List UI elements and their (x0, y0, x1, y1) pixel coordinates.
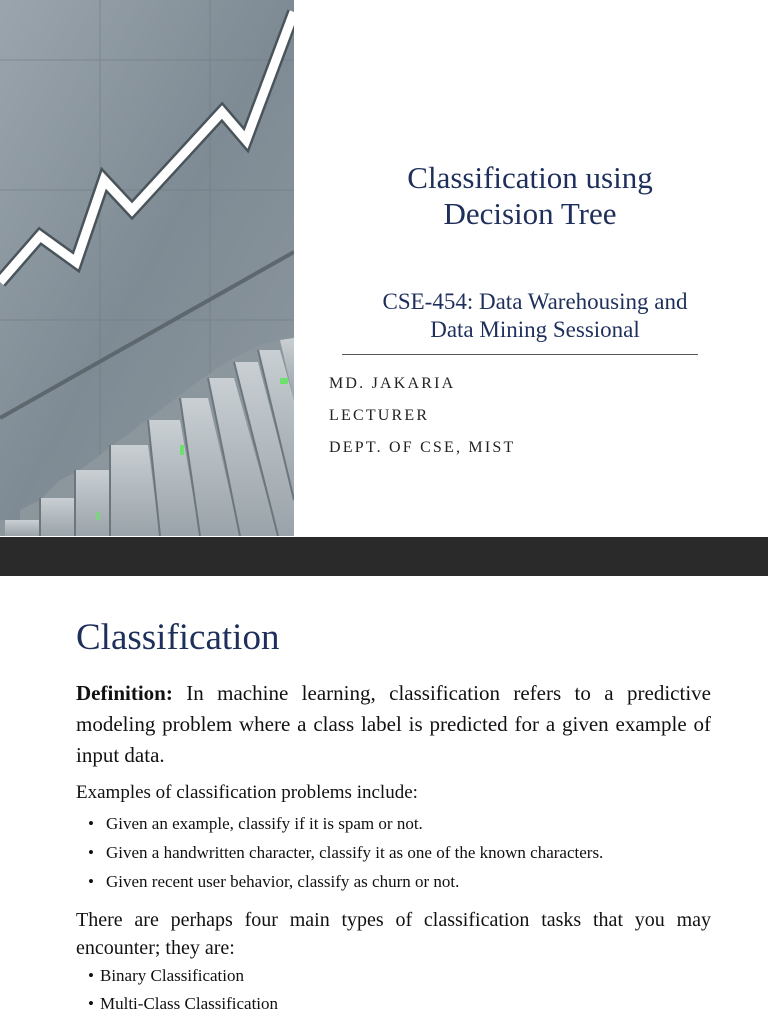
stairs-and-rising-arrow-photo (0, 0, 294, 536)
title-line-1: Classification using (407, 160, 653, 195)
definition-text: In machine learning, classification refers to a predictive modeling problem where a class label is predicted for a given example of input data. (76, 681, 711, 767)
course-subtitle (320, 288, 750, 344)
slide-separator-bar (0, 537, 768, 576)
definition-paragraph (76, 678, 711, 771)
types-list (88, 964, 278, 1020)
title-line-2: Decision Tree (443, 196, 617, 231)
divider-rule (342, 354, 698, 355)
definition-label: Definition: (76, 681, 173, 705)
list-item: • Multi-Class Classification (88, 992, 278, 1020)
subtitle-line-1: CSE-454: Data Warehousing and (382, 289, 688, 314)
subtitle-line-2: Data Mining Sessional (430, 317, 640, 342)
content-slide (0, 576, 768, 1024)
author-department: DEPT. OF CSE, MIST (329, 439, 516, 456)
slide-heading: Classification (76, 617, 280, 658)
list-item: • Given recent user behavior, classify as churn or not. (88, 870, 603, 899)
author-name: MD. JAKARIA (329, 375, 456, 392)
list-item: • Given an example, classify if it is spam or not. (88, 812, 603, 841)
examples-intro: Examples of classification problems include: (76, 782, 418, 803)
slide-title (330, 160, 730, 232)
types-intro: There are perhaps four main types of classification tasks that you may encounter; they are: (76, 909, 711, 959)
author-role: LECTURER (329, 407, 430, 424)
examples-list (88, 812, 603, 899)
list-item: • Given a handwritten character, classify it as one of the known characters. (88, 841, 603, 870)
list-item: • Binary Classification (88, 964, 278, 992)
